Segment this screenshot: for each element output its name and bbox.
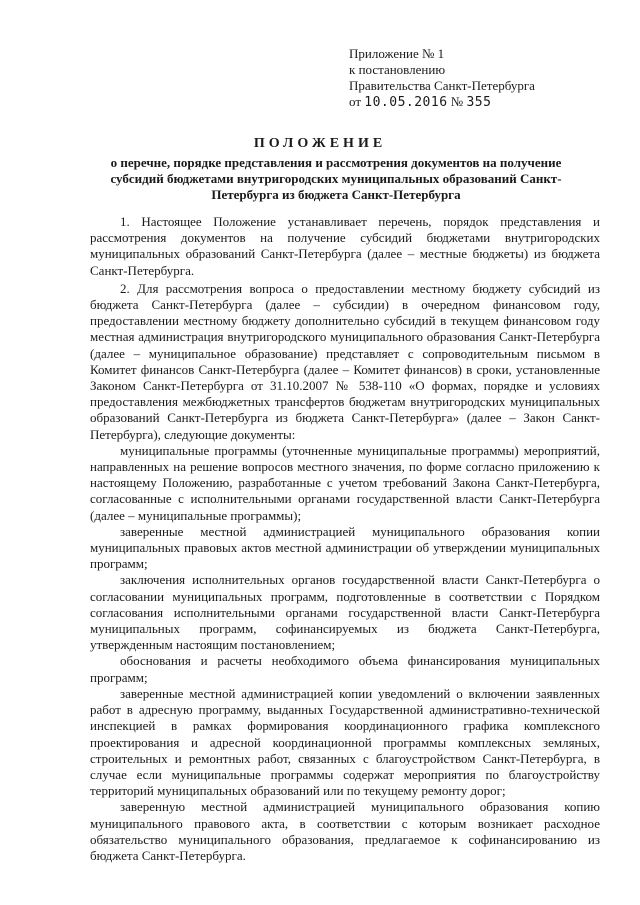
list-item-municipal-programs: муниципальные программы (уточненные муниципальные программы) мероприятий, направленных на решение вопросов местного значения, по форме согласно приложению к настоящему Положению, разработанные с учетом требований Закона Санкт-Петербурга, согласованные с исполнительными органами государственной власти Санкт-Петербурга (далее – муниципальные программы);	[90, 442, 600, 523]
number-prefix: №	[450, 94, 464, 109]
number-value: 355	[466, 95, 492, 110]
document-subtitle: о перечне, порядке представления и рассмотрения документов на получение субсидий бюджетами внутригородских муниципальных образований Санкт-Петербурга из бюджета Санкт-Петербурга	[110, 155, 562, 202]
attachment-line-3: Правительства Санкт-Петербурга	[349, 78, 535, 93]
list-item-approval-conclusions: заключения исполнительных органов государственной власти Санкт-Петербурга о согласовании муниципальных программ, подготовленные в соответствии с Порядком согласования исполнительными органами государственной власти Санкт-Петербурга муниципальных программ, софинансируемых из бюджета Санкт-Петербурга, утвержденным настоящим постановлением;	[90, 572, 600, 653]
date-value: 10.05.2016	[364, 95, 448, 110]
attachment-date-line	[349, 94, 535, 111]
document-body	[90, 214, 600, 864]
list-item-notification-copies: заверенные местной администрацией копии уведомлений о включении заявленных работ в адресную программу, выданных Государственной административно-технической инспекцией в рамках формирования координационного графика комплексного проектирования и адресной координационной программы комплексных земляных, строительных и ремонтных работ, связанных с благоустройством Санкт-Петербурга, в случае если муниципальные программы содержат мероприятия по благоустройству территорий муниципальных образований или по текущему ремонту дорог;	[90, 685, 600, 799]
paragraph-2: 2. Для рассмотрения вопроса о предоставлении местному бюджету субсидий из бюджета Санкт-Петербурга (далее – субсидии) в очередном финансовом году, предоставлении местному бюджету дополнительно субсидий в текущем финансовом году местная администрация внутригородского муниципального образования Санкт-Петербурга (далее – муниципальное образование) представляет с сопроводительным письмом в Комитет финансов Санкт-Петербурга (далее – Комитет финансов) в сроки, установленные Законом Санкт-Петербурга от 31.10.2007 № 538-110 «О формах, порядке и условиях предоставления межбюджетных трансфертов бюджетам внутригородских муниципальных образований Санкт-Петербурга из бюджета Санкт-Петербурга» (далее – Закон Санкт-Петербурга), следующие документы:	[90, 280, 600, 442]
paragraph-1: 1. Настоящее Положение устанавливает перечень, порядок представления и рассмотрения документов на получение субсидий бюджетами внутригородских муниципальных образований Санкт-Петербурга (далее – местные бюджеты) из бюджета Санкт-Петербурга.	[90, 214, 600, 278]
attachment-line-1: Приложение № 1	[349, 46, 445, 61]
document-title: ПОЛОЖЕНИЕ	[253, 136, 387, 151]
attachment-block	[349, 46, 535, 111]
attachment-line-2: к постановлению	[349, 62, 446, 77]
list-item-financing-justification: обоснования и расчеты необходимого объема финансирования муниципальных программ;	[90, 653, 600, 685]
list-item-legal-acts-copies: заверенные местной администрацией муниципального образования копии муниципальных правовых актов местной администрации об утверждении муниципальных программ;	[90, 523, 600, 572]
date-prefix: от	[349, 94, 362, 109]
list-item-legal-act-copy: заверенную местной администрацией муниципального образования копию муниципального правового акта, в соответствии с которым возникает расходное обязательство муниципального образования, предлагаемое к софинансированию из бюджета Санкт-Петербурга.	[90, 799, 600, 863]
